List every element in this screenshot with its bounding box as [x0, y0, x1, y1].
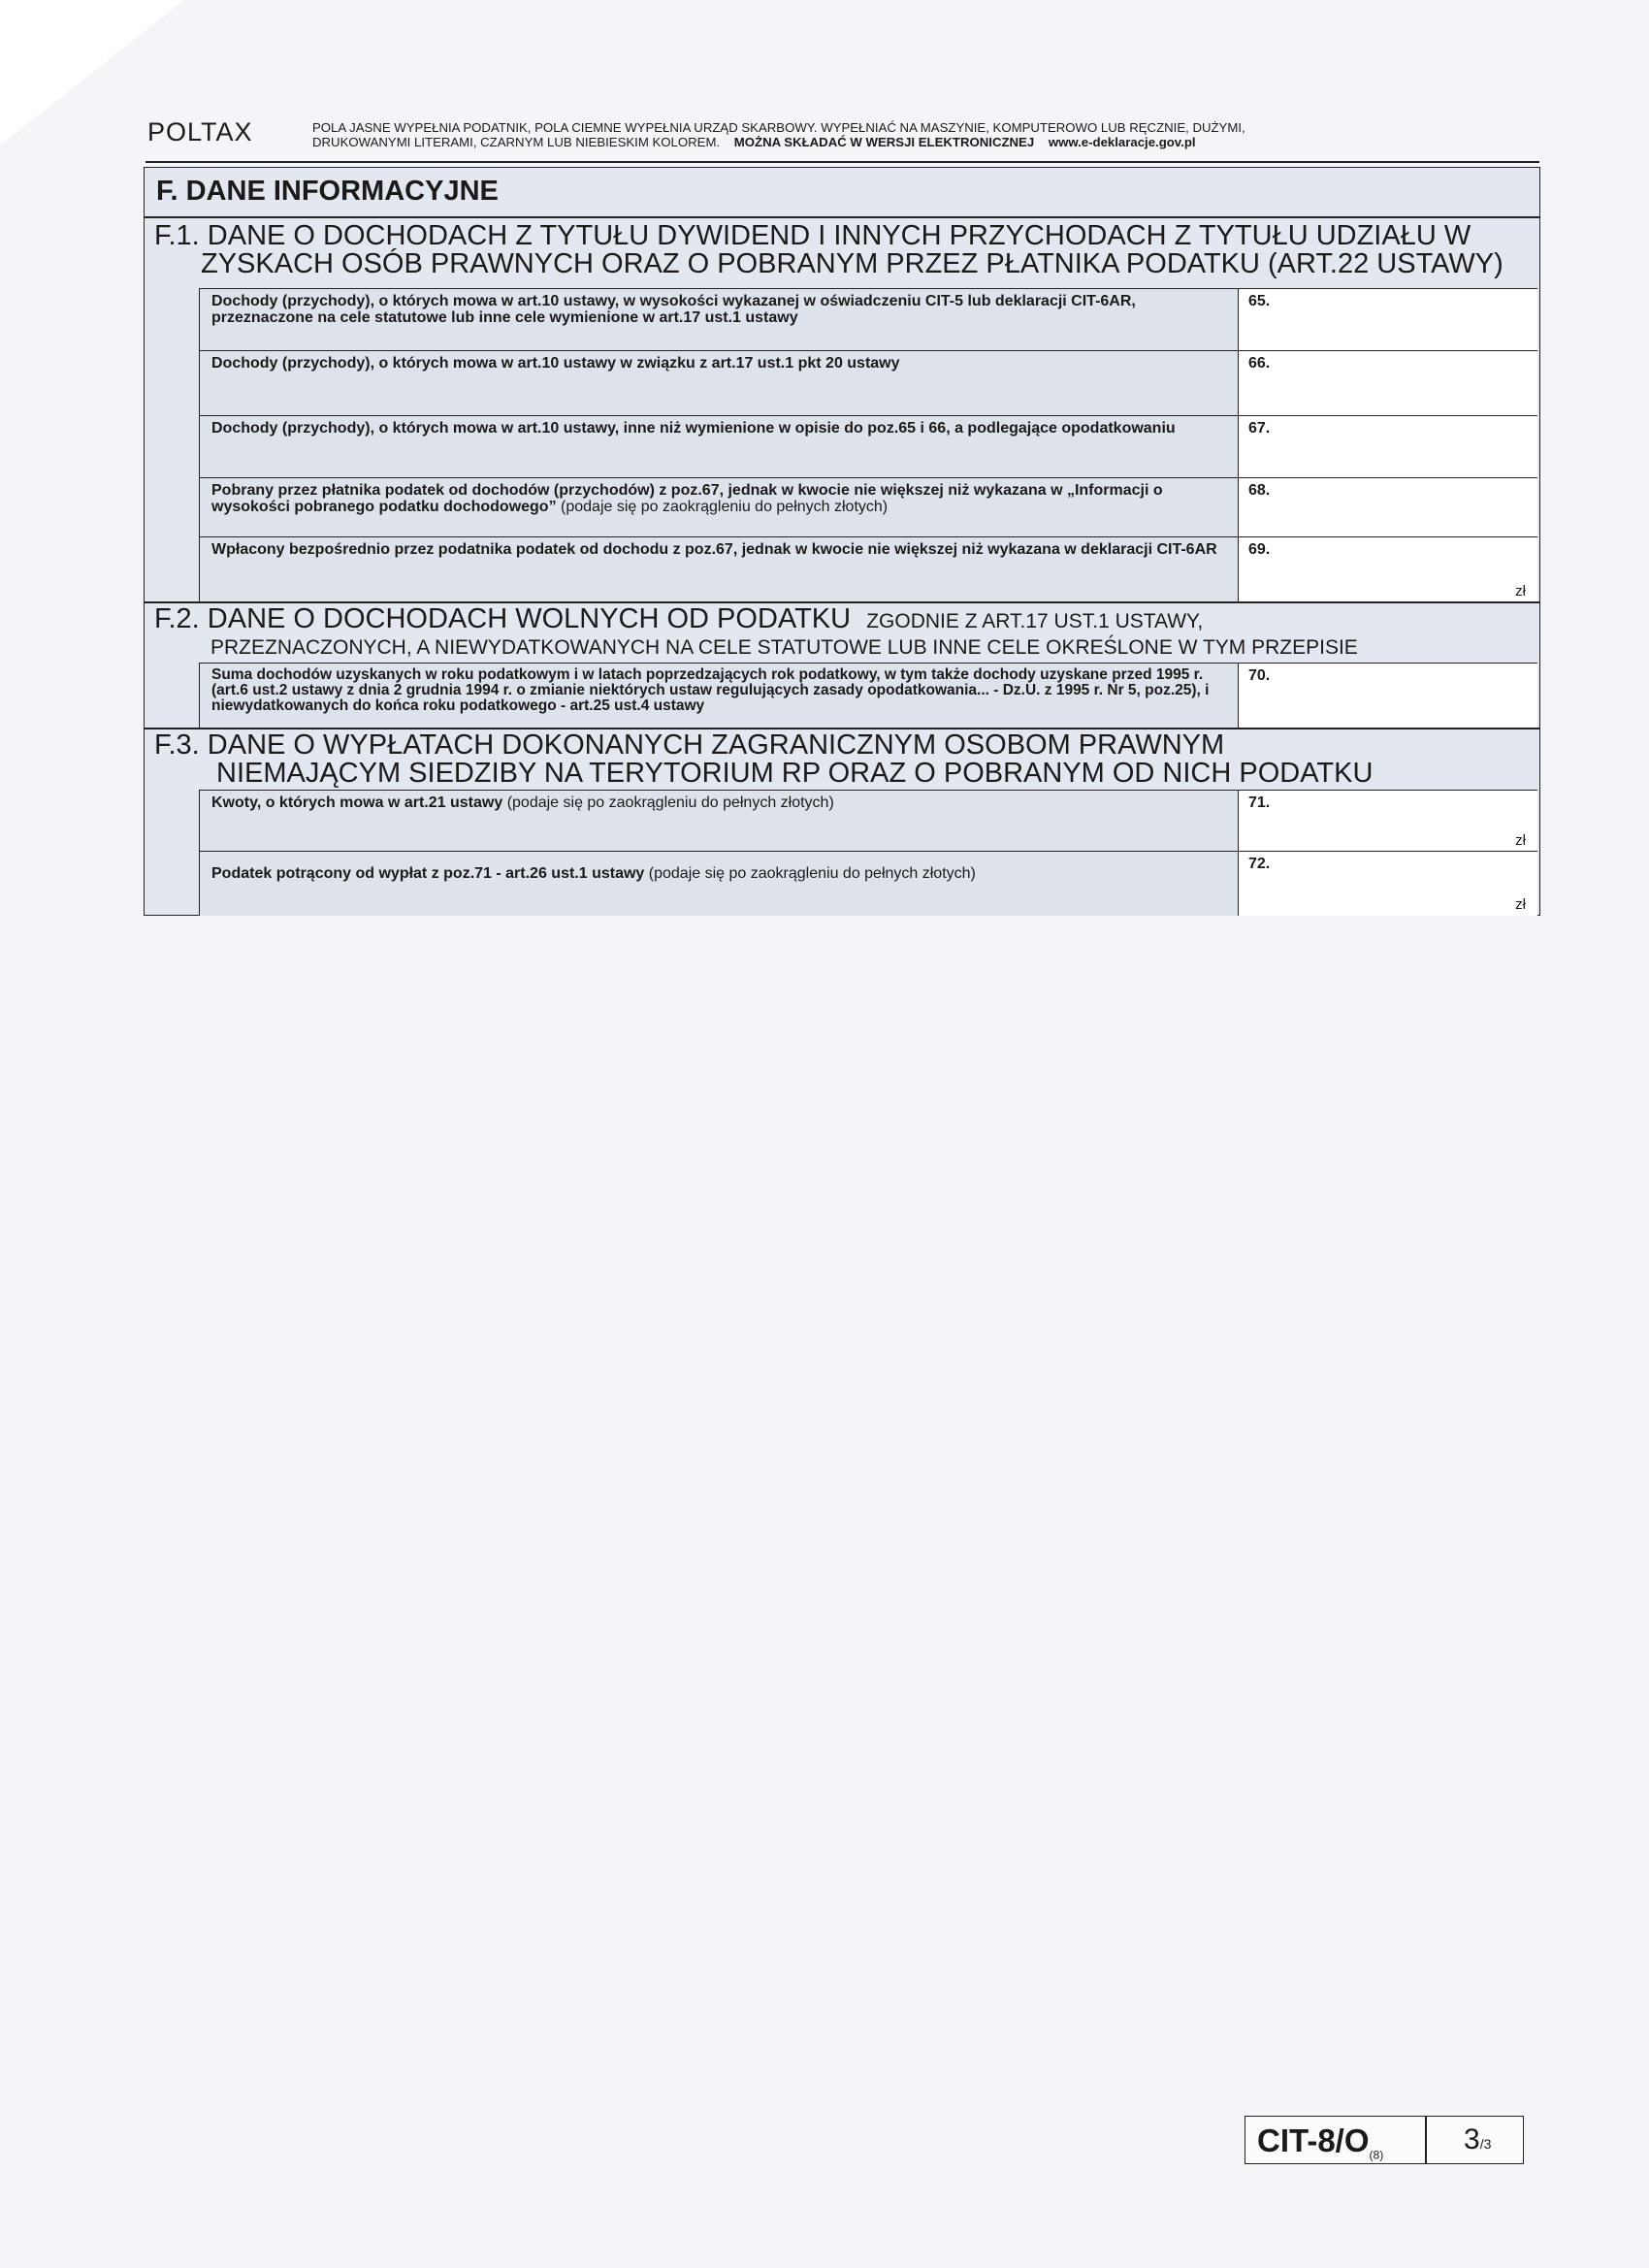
- section-f-form: [144, 167, 1540, 916]
- fill-instructions: POLA JASNE WYPEŁNIA PODATNIK, POLA CIEMNE WYPEŁNIA URZĄD SKARBOWY. WYPEŁNIAĆ NA MASZYNIE, KOMPUTEROWO LUB RĘCZNIE, DUŻYMI, DRUKOWANYMI LITERAMI, CZARNYM LUB NIEBIESKIM KOLOREM. MOŻNA SKŁADAĆ W WERSJI ELEKTRONICZNEJ www.e-deklaracje.gov.pl: [312, 120, 1245, 149]
- form-code: CIT-$8/O_{(8)}$: [1257, 2122, 1384, 2162]
- field-67-input[interactable]: 67.: [1239, 416, 1537, 478]
- field-68-input[interactable]: 68.: [1239, 478, 1537, 537]
- field-72-input[interactable]: 72. zł: [1239, 852, 1537, 916]
- poltax-logo: POLTAX: [147, 117, 253, 146]
- e-deklaracje-link: www.e-deklaracje.gov.pl: [1048, 135, 1196, 149]
- field-69-input[interactable]: 69. zł: [1239, 537, 1537, 602]
- field-row-72: Podatek potrącony od wypłat z poz.71 - art.26 ust.1 ustawy (podaje się po zaokrągleniu do pełnych złotych) 72. zł: [199, 851, 1537, 916]
- divider: [145, 216, 1539, 218]
- f2-title: F.2. DANE O DOCHODACH WOLNYCH OD PODATKU ZGODNIE Z ART.17 UST.1 USTAWY, PRZEZNACZONYCH, A NIEWYDATKOWANYCH NA CELE STATUTOWE LUB INNE CELE OKREŚLONE W TYM PRZEPISIE: [154, 603, 1358, 659]
- field-65-input[interactable]: 65.: [1239, 289, 1537, 351]
- field-row-70: Suma dochodów uzyskanych w roku podatkowym i w latach poprzedzających rok podatkowy, w tym także dochody uzyskane przed 1995 r. (art.6 ust.2 ustawy z dnia 2 grudnia 1994 r. o zmianie niektórych ustaw regulujących zasady opodatkowania... - Dz.U. z 1995 r. Nr 5, poz.25), i niewydatkowanych do końca roku podatkowego - art.25 ust.4 ustawy 70.: [199, 663, 1537, 729]
- f3-title: F.3. DANE O WYPŁATACH DOKONANYCH ZAGRANICZNYM OSOBOM PRAWNYM NIEMAJĄCYM SIEDZIBY NA TERYTORIUM RP ORAZ O POBRANYM OD NICH PODATKU: [154, 729, 1374, 789]
- field-row-71: Kwoty, o których mowa w art.21 ustawy (podaje się po zaokrągleniu do pełnych złotych) 71. zł: [199, 790, 1537, 852]
- field-66-input[interactable]: 66.: [1239, 351, 1537, 416]
- form-header: [146, 114, 1537, 165]
- form-id-box: [1245, 2116, 1524, 2164]
- field-row-66: Dochody (przychody), o których mowa w art.10 ustawy w związku z art.17 ust.1 pkt 20 ustawy 66.: [199, 350, 1537, 416]
- field-row-67: Dochody (przychody), o których mowa w art.10 ustawy, inne niż wymienione w opisie do poz.65 i 66, a podlegające opodatkowaniu 67.: [199, 415, 1537, 478]
- header-rule: [146, 161, 1539, 163]
- field-row-65: Dochody (przychody), o których mowa w art.10 ustawy, w wysokości wykazanej w oświadczeniu CIT-5 lub deklaracji CIT-6AR, przeznaczone na cele statutowe lub inne cele wymienione w art.17 ust.1 ustawy 65.: [199, 288, 1537, 351]
- field-row-69: Wpłacony bezpośrednio przez podatnika podatek od dochodu z poz.67, jednak w kwocie nie większej niż wykazana w deklaracji CIT-6AR 69. zł: [199, 536, 1537, 602]
- field-70-input[interactable]: 70.: [1239, 664, 1537, 729]
- divider: [1425, 2117, 1427, 2163]
- section-title: F. DANE INFORMACYJNE: [156, 176, 499, 207]
- field-row-68: Pobrany przez płatnika podatek od dochodów (przychodów) z poz.67, jednak w kwocie nie większej niż wykazana w „Informacji o wysokości pobranego podatku dochodowego” (podaje się po zaokrągleniu do pełnych złotych) 68.: [199, 477, 1537, 537]
- f1-title: F.1. DANE O DOCHODACH Z TYTUŁU DYWIDEND I INNYCH PRZYCHODACH Z TYTUŁU UDZIAŁU W ZYSKACH OSÓB PRAWNYCH ORAZ O POBRANYM PRZEZ PŁATNIKA PODATKU (ART.22 USTAWY): [154, 220, 1504, 279]
- field-71-input[interactable]: 71. zł: [1239, 791, 1537, 852]
- page-number: 3/3: [1464, 2123, 1492, 2155]
